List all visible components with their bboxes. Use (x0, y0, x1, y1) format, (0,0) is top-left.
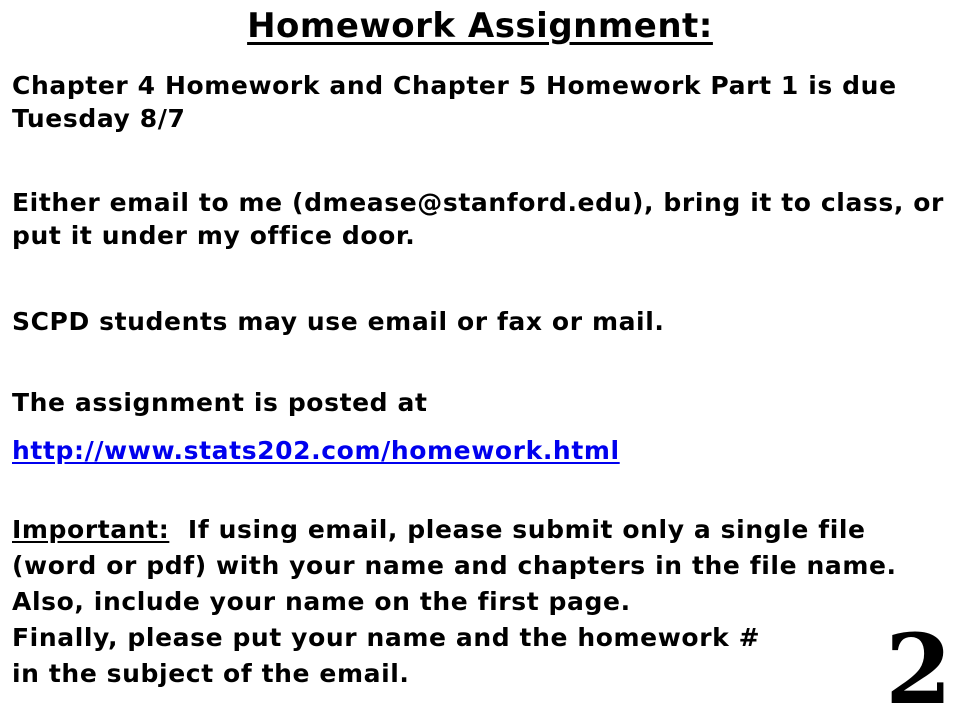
important-text: If using email, please submit only a single file (word or pdf) with your name and chapters in the file name. Also, include your name on the first page. (12, 515, 916, 616)
homework-link-paragraph (12, 434, 952, 467)
due-date-paragraph: Chapter 4 Homework and Chapter 5 Homework Part 1 is due Tuesday 8/7 (12, 71, 897, 133)
submission-paragraph: Either email to me (dmease@stanford.edu), bring it to class, or put it under my office door. (12, 188, 944, 250)
important-label: Important: (12, 515, 170, 544)
finally-line-1: Finally, please put your name and the homework # (12, 623, 761, 652)
posted-at-paragraph: The assignment is posted at (12, 388, 428, 417)
slide-title: Homework Assignment: (247, 6, 713, 46)
scpd-paragraph: SCPD students may use email or fax or mail. (12, 307, 665, 336)
important-paragraph (12, 512, 952, 692)
finally-line-2: in the subject of the email. (12, 659, 410, 688)
homework-link[interactable]: http://www.stats202.com/homework.html (12, 436, 620, 465)
slide-number: 2 (885, 613, 952, 726)
